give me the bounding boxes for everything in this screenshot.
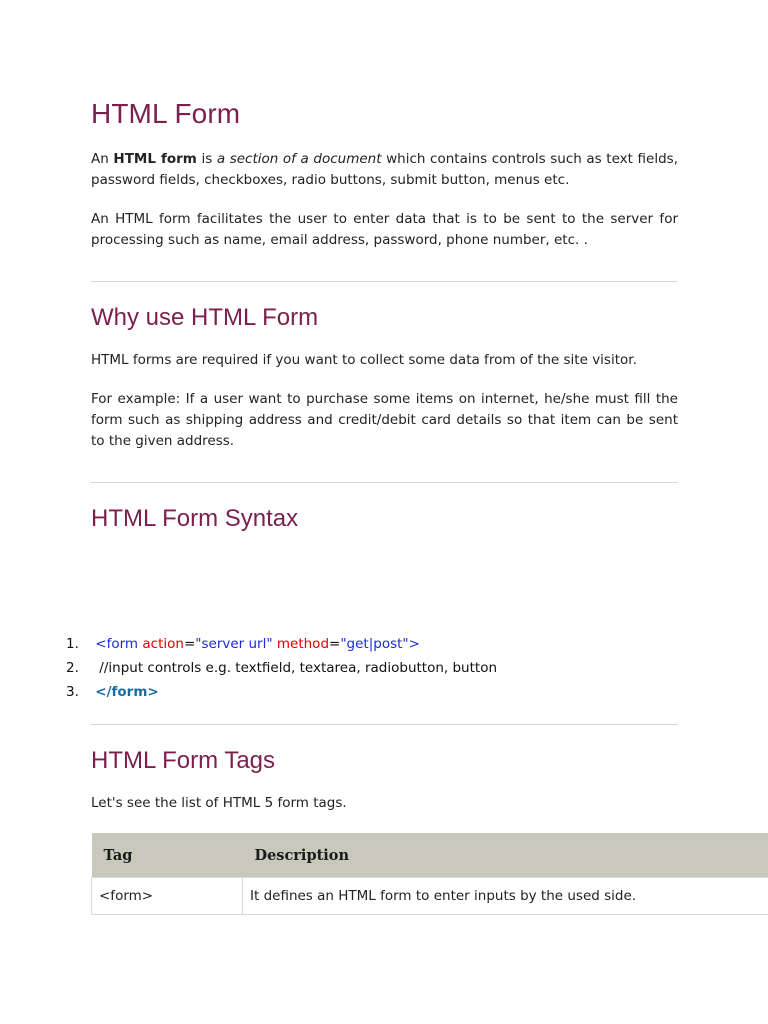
syntax-code-list: [66, 632, 497, 704]
code-attr-method: method: [276, 636, 330, 652]
code-value-get-post: "get|post">: [340, 636, 420, 652]
section-title-syntax: HTML Form Syntax: [91, 505, 299, 532]
code-form-close-tag: </form>: [95, 684, 159, 700]
table-cell-tag: <form>: [92, 878, 243, 915]
form-intro-bold: HTML form: [113, 151, 197, 167]
form-intro-paragraph: [91, 149, 678, 191]
line-number: 2.: [66, 660, 79, 676]
table-cell-description: It defines an HTML form to enter inputs by the used side.: [243, 878, 768, 915]
form-intro-italic: a section of a document: [216, 151, 382, 167]
code-line: [66, 656, 497, 680]
why-paragraph-2: For example: If a user want to purchase some items on internet, he/she must fill the form such as shipping address and credit/debit card details so that item can be sent to the given address.: [91, 391, 678, 449]
section-title-html-form: HTML Form: [91, 98, 241, 129]
form-intro-prefix: An: [91, 151, 114, 167]
line-number: 1.: [66, 636, 79, 652]
code-form-open-tag: <form: [95, 636, 139, 652]
form-tags-table: [91, 833, 768, 915]
form-intro-mid: is: [196, 151, 217, 167]
table-header-row: [92, 833, 768, 878]
line-number: 3.: [66, 684, 79, 700]
tags-intro-paragraph: Let's see the list of HTML 5 form tags.: [91, 795, 347, 811]
code-line: [66, 680, 497, 704]
code-equals: =: [329, 636, 341, 652]
form-intro-suffix: which contains controls such as text fields, password fields, checkboxes, radio buttons, submit button, menus etc.: [91, 151, 679, 188]
table-header-description: Description: [243, 833, 768, 878]
section-divider: [91, 724, 678, 725]
why-paragraph-1: HTML forms are required if you want to collect some data from of the site visitor.: [91, 352, 637, 368]
section-title-why: Why use HTML Form: [91, 304, 319, 331]
code-equals: =: [183, 636, 196, 652]
section-title-tags: HTML Form Tags: [91, 747, 276, 774]
table-header-tag: Tag: [92, 833, 243, 878]
section-divider: [91, 482, 678, 483]
code-value-server-url: "server url": [195, 636, 273, 652]
section-divider: [91, 281, 678, 282]
table-row: [92, 878, 768, 915]
code-line: [66, 632, 497, 656]
code-attr-action: action: [142, 636, 184, 652]
code-comment: //input controls e.g. textfield, textarea, radiobutton, button: [99, 660, 498, 676]
form-purpose-paragraph: An HTML form facilitates the user to enter data that is to be sent to the server for processing such as name, email address, password, phone number, etc. .: [91, 211, 678, 248]
